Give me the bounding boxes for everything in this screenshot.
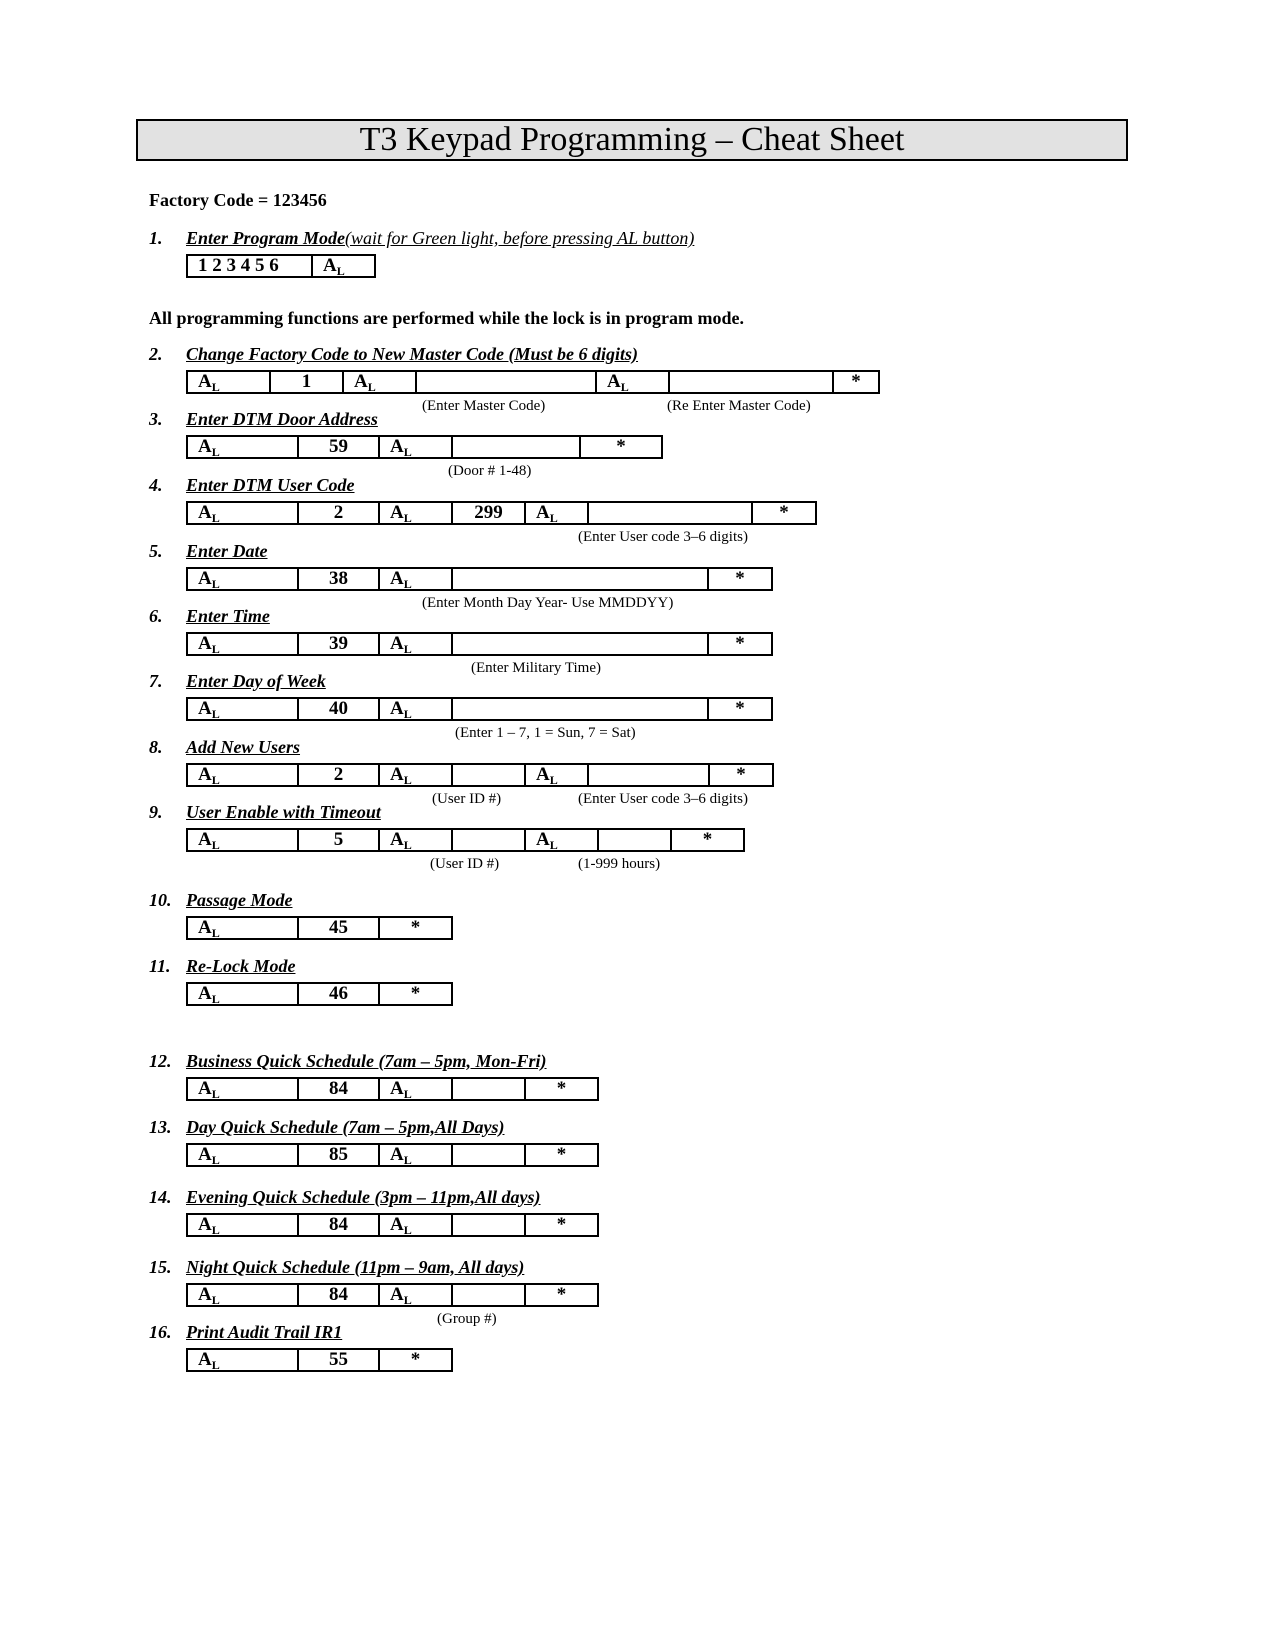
key-cell: 299: [451, 501, 526, 525]
al-subscript: L: [211, 379, 220, 394]
section-number: 4.: [149, 475, 163, 495]
factory-code-cell: 1 2 3 4 5 6: [186, 254, 313, 278]
section-title-text: Business Quick Schedule (7am – 5pm, Mon-Fri): [186, 1051, 547, 1071]
key-sequence: [186, 982, 453, 1006]
section-number: 16.: [149, 1322, 172, 1342]
section-title-text: Enter DTM Door Address: [186, 409, 378, 429]
al-subscript: L: [211, 1292, 220, 1307]
star-key-cell: *: [707, 697, 773, 721]
key-cell: 84: [297, 1213, 380, 1237]
key-sequence: [186, 1143, 599, 1167]
key-cell: 2: [297, 763, 380, 787]
entry-blank-cell: [451, 697, 709, 721]
al-key-cell: A L: [342, 370, 417, 394]
section-number: 13.: [149, 1117, 172, 1137]
entry-blank-cell: [451, 1283, 526, 1307]
al-key-cell: A L: [186, 1348, 299, 1372]
section-hint: (wait for Green light, before pressing AL button): [345, 228, 695, 248]
entry-blank-cell: [587, 763, 710, 787]
al-subscript: L: [211, 444, 220, 459]
key-sequence: [186, 254, 376, 278]
entry-caption: (Enter User code 3–6 digits): [578, 791, 748, 807]
al-subscript: L: [211, 837, 220, 852]
section-title: [186, 1187, 541, 1208]
key-cell: 5: [297, 828, 380, 852]
key-cell: 1: [269, 370, 344, 394]
al-key-cell: A L: [186, 1077, 299, 1101]
section-title-text: Enter Date: [186, 541, 268, 561]
section-title: [186, 1322, 342, 1343]
star-key-cell: *: [524, 1077, 599, 1101]
page-title: T3 Keypad Programming – Cheat Sheet: [359, 121, 905, 158]
al-subscript: L: [211, 1152, 220, 1167]
al-key-cell: A L: [186, 632, 299, 656]
entry-blank-cell: [451, 828, 526, 852]
section-title-text: Enter Program Mode: [186, 228, 346, 248]
section-title: [186, 1117, 504, 1138]
al-key-cell: A L: [186, 763, 299, 787]
al-key-cell: A L: [378, 567, 453, 591]
section-title-text: Add New Users: [186, 737, 301, 757]
al-key-cell: A L: [378, 763, 453, 787]
section-number: 8.: [149, 737, 163, 757]
al-key-cell: A L: [378, 1143, 453, 1167]
section-title: [186, 802, 381, 823]
entry-caption: (User ID #): [430, 856, 500, 872]
al-subscript: L: [336, 263, 345, 278]
factory-code: Factory Code = 123456: [149, 190, 327, 210]
al-subscript: L: [211, 991, 220, 1006]
al-subscript: L: [211, 772, 220, 787]
entry-blank-cell: [587, 501, 753, 525]
key-sequence: [186, 697, 773, 721]
al-key-cell: A L: [378, 697, 453, 721]
section-title-text: Passage Mode: [186, 890, 293, 910]
al-subscript: L: [211, 1357, 220, 1372]
section-title: [186, 956, 295, 977]
star-key-cell: *: [707, 567, 773, 591]
entry-caption: (Enter 1 – 7, 1 = Sun, 7 = Sat): [455, 725, 636, 741]
section-number: 3.: [149, 409, 163, 429]
entry-blank-cell: [451, 567, 709, 591]
al-key-cell: A L: [186, 435, 299, 459]
entry-caption: (1-999 hours): [578, 856, 661, 872]
section-title: [186, 409, 378, 430]
key-sequence: [186, 1213, 599, 1237]
al-subscript: L: [620, 379, 629, 394]
al-subscript: L: [549, 510, 558, 525]
al-key-cell: A L: [186, 501, 299, 525]
al-subscript: L: [403, 1292, 412, 1307]
al-key-cell: A L: [378, 1283, 453, 1307]
star-key-cell: *: [707, 632, 773, 656]
al-key-cell: A L: [186, 567, 299, 591]
al-subscript: L: [367, 379, 376, 394]
star-key-cell: *: [708, 763, 774, 787]
key-sequence: [186, 828, 745, 852]
key-sequence: [186, 916, 453, 940]
al-subscript: L: [549, 837, 558, 852]
entry-caption: (Door # 1-48): [448, 463, 532, 479]
key-cell: 46: [297, 982, 380, 1006]
al-subscript: L: [403, 444, 412, 459]
section-number: 6.: [149, 606, 163, 626]
al-subscript: L: [211, 576, 220, 591]
al-key-cell: A L: [378, 501, 453, 525]
entry-caption: (Enter User code 3–6 digits): [578, 529, 748, 545]
al-key-cell: A L: [595, 370, 670, 394]
al-key-cell: A L: [378, 435, 453, 459]
section-title-text: Enter Day of Week: [186, 671, 326, 691]
section-number: 2.: [149, 344, 163, 364]
section-number: 12.: [149, 1051, 172, 1071]
key-cell: 59: [297, 435, 380, 459]
al-key-cell: A L: [186, 370, 271, 394]
al-key-cell: A L: [524, 501, 589, 525]
program-mode-note: All programming functions are performed while the lock is in program mode.: [149, 308, 744, 328]
section-title-text: Enter Time: [186, 606, 270, 626]
entry-blank-cell: [451, 763, 526, 787]
section-number: 5.: [149, 541, 163, 561]
section-title-text: Evening Quick Schedule (3pm – 11pm,All days): [186, 1187, 541, 1207]
section-title-text: Night Quick Schedule (11pm – 9am, All days): [186, 1257, 525, 1277]
entry-blank-cell: [597, 828, 672, 852]
section-title: [186, 1257, 524, 1278]
section-number: 9.: [149, 802, 163, 822]
al-key-cell: A L: [378, 1213, 453, 1237]
section-title: [186, 606, 270, 627]
star-key-cell: *: [524, 1213, 599, 1237]
al-subscript: L: [403, 576, 412, 591]
star-key-cell: *: [524, 1283, 599, 1307]
al-subscript: L: [403, 510, 412, 525]
title-box: [136, 119, 1128, 161]
al-key-cell: A L: [186, 1283, 299, 1307]
entry-caption: (Enter Master Code): [422, 398, 546, 414]
key-sequence: [186, 1077, 599, 1101]
star-key-cell: *: [579, 435, 663, 459]
al-subscript: L: [403, 1086, 412, 1101]
al-subscript: L: [211, 1222, 220, 1237]
section-title: [186, 1051, 547, 1072]
key-cell: 85: [297, 1143, 380, 1167]
al-key-cell: A L: [186, 982, 299, 1006]
entry-blank-cell: [451, 1077, 526, 1101]
al-key-cell: A L: [186, 1143, 299, 1167]
entry-blank-cell: [451, 1143, 526, 1167]
section-title: [186, 541, 268, 562]
section-number: 1.: [149, 228, 163, 248]
al-subscript: L: [211, 1086, 220, 1101]
key-cell: 2: [297, 501, 380, 525]
entry-blank-cell: [668, 370, 834, 394]
star-key-cell: *: [378, 916, 453, 940]
al-subscript: L: [403, 706, 412, 721]
al-key-cell: A L: [186, 916, 299, 940]
section-title-text: Re-Lock Mode: [186, 956, 296, 976]
key-sequence: [186, 1283, 599, 1307]
section-title-text: User Enable with Timeout: [186, 802, 381, 822]
key-sequence: [186, 1348, 453, 1372]
entry-caption: (Re Enter Master Code): [667, 398, 811, 414]
key-cell: 39: [297, 632, 380, 656]
al-subscript: L: [211, 510, 220, 525]
al-subscript: L: [403, 1222, 412, 1237]
key-sequence: [186, 567, 773, 591]
al-subscript: L: [211, 641, 220, 656]
section-number: 11.: [149, 956, 171, 976]
entry-caption: (Enter Military Time): [471, 660, 601, 676]
entry-blank-cell: [451, 632, 709, 656]
key-cell: 38: [297, 567, 380, 591]
al-key-cell: A L: [186, 1213, 299, 1237]
entry-blank-cell: [415, 370, 597, 394]
section-title-text: Print Audit Trail IR1: [186, 1322, 343, 1342]
entry-caption: (User ID #): [432, 791, 502, 807]
section-number: 15.: [149, 1257, 172, 1277]
al-subscript: L: [549, 772, 558, 787]
key-sequence: [186, 763, 774, 787]
star-key-cell: *: [378, 982, 453, 1006]
star-key-cell: *: [378, 1348, 453, 1372]
key-cell: 55: [297, 1348, 380, 1372]
al-key-cell: A L: [524, 828, 599, 852]
section-title: [186, 671, 326, 692]
al-subscript: L: [403, 772, 412, 787]
star-key-cell: *: [670, 828, 745, 852]
star-key-cell: *: [524, 1143, 599, 1167]
al-subscript: L: [403, 1152, 412, 1167]
al-subscript: L: [403, 641, 412, 656]
al-key-cell: A L: [311, 254, 376, 278]
section-number: 7.: [149, 671, 163, 691]
al-key-cell: A L: [378, 632, 453, 656]
al-subscript: L: [211, 925, 220, 940]
section-title: [186, 228, 694, 249]
al-key-cell: A L: [186, 697, 299, 721]
key-sequence: [186, 370, 880, 394]
al-subscript: L: [403, 837, 412, 852]
entry-blank-cell: [451, 435, 581, 459]
section-title: [186, 475, 355, 496]
section-title: [186, 737, 300, 758]
entry-blank-cell: [451, 1213, 526, 1237]
key-sequence: [186, 632, 773, 656]
al-key-cell: A L: [524, 763, 589, 787]
section-title-text: Enter DTM User Code: [186, 475, 355, 495]
key-cell: 45: [297, 916, 380, 940]
star-key-cell: *: [832, 370, 880, 394]
key-cell: 84: [297, 1283, 380, 1307]
al-key-cell: A L: [378, 828, 453, 852]
section-title-text: Change Factory Code to New Master Code (Must be 6 digits): [186, 344, 639, 364]
section-number: 14.: [149, 1187, 172, 1207]
star-key-cell: *: [751, 501, 817, 525]
key-cell: 40: [297, 697, 380, 721]
al-key-cell: A L: [186, 828, 299, 852]
section-title: [186, 890, 293, 911]
key-sequence: [186, 435, 663, 459]
key-cell: 84: [297, 1077, 380, 1101]
entry-caption: (Enter Month Day Year- Use MMDDYY): [422, 595, 674, 611]
al-key-cell: A L: [378, 1077, 453, 1101]
entry-caption: (Group #): [437, 1311, 497, 1327]
section-number: 10.: [149, 890, 172, 910]
section-title: [186, 344, 638, 365]
section-title-text: Day Quick Schedule (7am – 5pm,All Days): [186, 1117, 505, 1137]
al-subscript: L: [211, 706, 220, 721]
key-sequence: [186, 501, 817, 525]
